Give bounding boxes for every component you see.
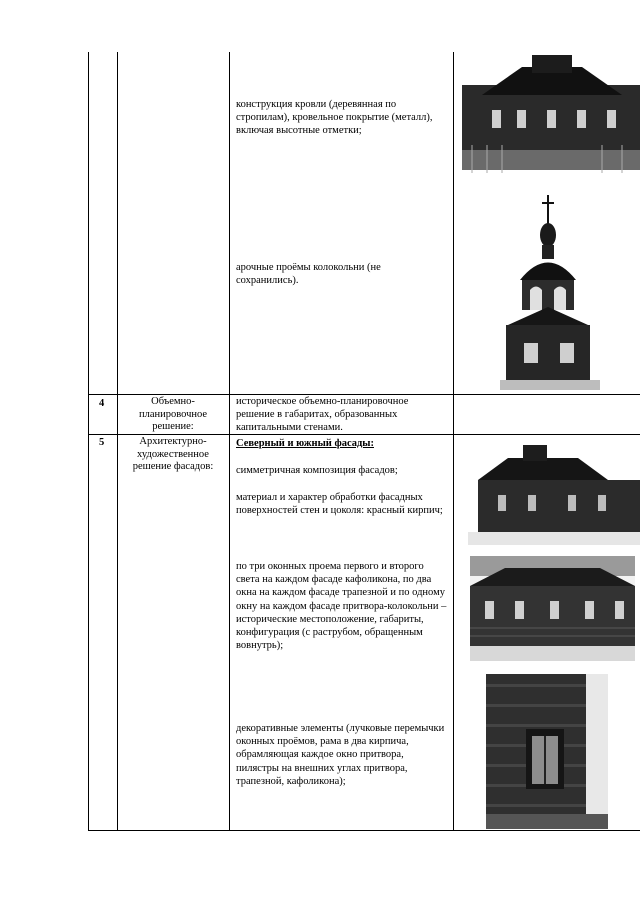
facades-heading: Северный и южный фасады: — [236, 438, 374, 449]
facade-material-text: материал и характер обработки фасадных поверхностей стен и цоколя: красный кирпич; — [236, 492, 443, 517]
space-planning-text: историческое объемно-планировочное решение в габаритах, образованных капитальными стенами. — [236, 396, 409, 434]
facade-symmetry-text: симметричная композиция фасадов; — [236, 465, 398, 476]
facade-solution-label: Архитектурно-художественное решение фасадов: — [132, 436, 214, 472]
table-border-bottom — [88, 830, 640, 831]
roof-structure-text: конструкция кровли (деревянная по стропилам), кровельное покрытие (металл), включая высотные отметки; — [236, 99, 433, 137]
column-divider-3 — [453, 52, 454, 830]
table-border-left — [88, 52, 89, 830]
refectory-facade-photo — [470, 556, 635, 661]
bell-tower-arches-text: арочные проёмы колокольни (не сохранились). — [236, 262, 381, 287]
decorative-elements-text: декоративные элементы (лучковые перемычки оконных проёмов, рама в два кирпича, обрамляющая каждое окно притвора, пилястры на внешних углах притвора, трапезной, кафоликона); — [236, 723, 445, 787]
row-number-5: 5 — [99, 437, 105, 448]
window-openings-text: по три оконных проема первого и второго света на каждом фасаде кафоликона, по два окна на каждом фасаде трапезной и по одному окну на каждом фасаде притвора-колокольни – исторические местоположение, габариты, конфигурация (с раструбом, обращенным вовнутрь); — [236, 561, 447, 652]
bell-tower-photo — [500, 195, 600, 390]
column-divider-2 — [229, 52, 230, 830]
decorative-window-detail-photo — [486, 674, 608, 829]
church-side-facade-photo — [462, 55, 640, 180]
space-planning-label: Объемно-планировочное решение: — [138, 396, 208, 432]
north-facade-photo — [468, 440, 640, 545]
row-number-4: 4 — [99, 398, 105, 409]
